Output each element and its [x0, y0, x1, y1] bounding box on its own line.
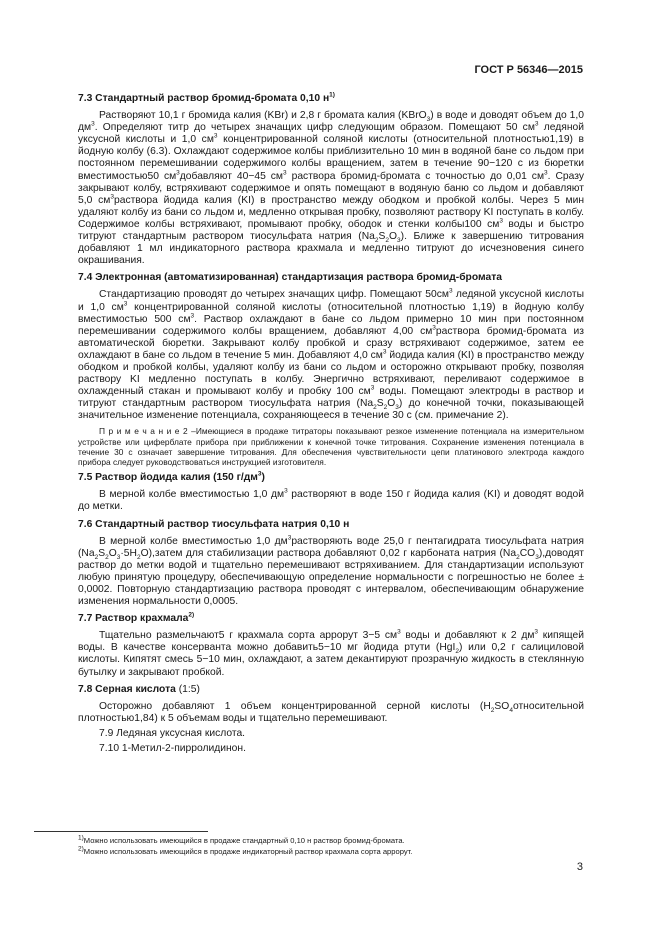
note-2: П р и м е ч а н и е 2 –Имеющиеся в продаже титраторы показывают резкое изменение потенциала на измерительном устройстве или циферблате прибора при приближении к конечной точке титрования. Сохранение изменения потенциала в течение 30 с означает завершение титрования. Для обеспечения чувствительности цепи платинового электрода каждого прибора следует руководствоваться инструкцией изготовителя.	[78, 426, 584, 468]
superscript: 3	[283, 169, 287, 177]
section-title-end: )	[261, 472, 265, 484]
superscript: 3	[176, 169, 180, 177]
subscript: 2	[136, 553, 141, 561]
footnote-mark: 2)	[78, 845, 84, 853]
superscript: 3	[370, 384, 375, 392]
subscript: 3	[116, 553, 121, 561]
standard-header: ГОСТ Р 56346—2015	[474, 64, 583, 76]
footnote-2	[78, 847, 412, 856]
superscript: 3	[382, 348, 387, 356]
superscript: 3	[544, 169, 548, 177]
footnote-mark: 2)	[188, 611, 195, 619]
superscript: 3	[257, 470, 262, 478]
subscript: 2	[374, 237, 379, 245]
subscript: 2	[385, 237, 389, 245]
footnote-1	[78, 836, 405, 845]
subscript: 2	[516, 553, 520, 561]
superscript: 3	[287, 534, 292, 542]
section-7-10-line: 7.10 1-Метил-2-пирролидинон.	[99, 743, 246, 755]
subscript: 2	[455, 648, 459, 656]
section-7-9-line: 7.9 Ледяная уксусная кислота.	[99, 727, 246, 739]
section-7-8-paragraph: Осторожно добавляют 1 объем концентрированной серной кислоты ($H_2SO_4относительной$ плотностью1,84) к 5 объемам воды и тщательно перемешивают.	[78, 700, 584, 724]
footnote-mark: 1)	[329, 91, 335, 99]
section-7-5-paragraph: В мерной колбе вместимостью 1,0 $дм^3$ растворяют в воде 150 г йодида калия (KI) и доводят водой до метки.	[78, 487, 584, 513]
subscript: 4	[509, 706, 513, 714]
superscript: 3	[91, 120, 95, 128]
footnote-text: Можно использовать имеющийся в продаже стандартный 0,10 н раствор бромид-бромата.	[83, 836, 405, 845]
section-title-text: 7.5 Раствор йодида калия (150 г/дм	[78, 472, 258, 484]
section-7-6-title: 7.6 Стандартный раствор тиосульфата натрия 0,10 н	[78, 518, 350, 530]
document-body	[78, 88, 584, 758]
footnote-mark: 1)	[78, 834, 84, 842]
section-7-8-title	[78, 684, 584, 696]
superscript: 3	[284, 487, 288, 495]
section-7-3-paragraph: Растворяют 10,1 г бромида калия (KBr) и 2,8 г бромата калия (KBrO$_3$) в воде и доводят объем до 1,0 $дм^3$. Определяют титр до четырех значащих цифр следующим образом. Помещают 50 $см^3$ ледяной уксусной кислоты и 1,0 $см^3$ концентрированной соляной кислоты (относительной плотностью1,19) в йодную колбу (6.3). Охлаждают содержимое колбы приблизительно 10 мин в водяной бане со льдом при постоянном перемешивании содержимого колбы вращением, затем в течение 90−120 с из бюретки вместимостью50 $см^3добавляют$ 40−45 $см^3$ раствора бромид-бромата с точностью до 0,01 $см^3$. Сразу закрывают колбу, встряхивают содержимое и опять помещают в водяную баню со льдом и добавляют 5,0 $см^3раствора$ йодида калия (KI) в пространство между ободком и пробкой колбы. Через 5 мин удаляют колбу из бани со льдом и, медленно открывая пробку, позволяют раствору KI поступать в колбу. Содержимое колбы встряхивают, промывают пробку, ободок и стенки колбы100 $см^3$ воды и быстро титруют стандартным раствором тиосульфата натрия $(Na_2S_2O_3)$. Ближе к завершению титрования добавляют 1 мл индикаторного раствора крахмала и медленно титруют до исчезновения синего окрашивания.	[78, 110, 585, 267]
subscript: 2	[94, 553, 99, 561]
section-7-3-title	[78, 93, 584, 105]
subscript: 2	[383, 404, 388, 412]
page-number: 3	[576, 861, 583, 873]
section-7-6-paragraph: В мерной колбе вместимостью 1,0 $дм^3растворяють$ воде 25,0 г пентагидрата тиосульфата натрия $(Na_2S_2O_3\cdot 5H_2O),затем$ для стабилизации раствора добавляют 0,02 г карбоната натрия $(Na_2CO_3),доводят$ раствор до метки водой и тщательно перемешивают встряхиванием. Для стандартизации используют любую принятую процедуру, обеспечивающую определение нормальности с погрешностью не более ± 0,0002. Повторную стандартизацию раствора проводят с интервалом, обеспечивающим обнаружение изменения нормальности 0,0005.	[78, 534, 584, 608]
superscript: 3	[110, 193, 114, 201]
footnote-separator	[34, 831, 208, 832]
superscript: 3	[123, 300, 128, 308]
subscript: 3	[395, 404, 399, 412]
section-title-ratio: (1:5)	[175, 683, 200, 695]
subscript: 2	[490, 706, 495, 714]
section-title-text: 7.7 Раствор крахмала	[78, 613, 189, 625]
section-title-text: 7.8 Серная кислота	[78, 683, 176, 695]
subscript: 3	[397, 237, 401, 245]
superscript: 3	[534, 628, 539, 636]
superscript: 3	[432, 324, 436, 332]
subscript: 2	[373, 404, 377, 412]
section-7-7-title	[78, 613, 584, 625]
subscript: 3	[426, 116, 431, 124]
superscript: 3	[213, 132, 218, 140]
footnote-text: Можно использовать имеющийся в продаже индикаторный раствор крахмала сорта аррорут.	[83, 847, 413, 856]
section-7-5-title	[78, 472, 584, 484]
superscript: 3	[499, 217, 503, 225]
subscript: 2	[105, 553, 109, 561]
section-title-text: 7.3 Стандартный раствор бромид-бромата 0,10 н	[78, 93, 330, 104]
superscript: 3	[448, 287, 453, 295]
superscript: 3	[397, 628, 401, 636]
superscript: 3	[190, 312, 195, 320]
section-7-4-paragraph: Стандартизацию проводят до четырех значащих цифр. Помещают $50см^3$ ледяной уксусной кислоты и 1,0 $см^3$ концентрированной соляной кислоты (относительной плотностью 1,19) в йодную колбу вместимостью 500 $см^3$. Раствор охлаждают в бане со льдом примерно 10 мин при постоянном перемешивании содержимого колбы вращением, добавляют 4,00 $см^3раствора$ бромид-бромата из автоматической бюретки. Закрывают колбу пробкой и сразу встряхивают содержимое, затем ее охлаждают в бане со льдом в течение 5 мин. Добавляют 4,0 $см^3$ йодида калия (KI) в пространство между ободком и пробкой колбы, удаляют колбу из бани со льдом и осторожно открывают пробку, позволяя раствору KI медленно поступать в колбу. Энергично встряхивают, переливают содержимое в охлажденный стакан и промывают колбу и пробку 100 $см^3$ воды. Помещают электроды в раствор и титруют стандартным раствором тиосульфата натрия $(Na_2S_2O_3)$ до конечной точки, показывающей значительное изменение потенциала, сохраняющееся в течение 30 с (см. примечание 2).	[78, 287, 585, 422]
section-7-7-paragraph: Тщательно размельчают5 г крахмала сорта аррорут 3−5 $см^3$ воды и добавляют к 2 $дм^3$ кипящей воды. В качестве консерванта можно добавить5−10 мг йодида ртути (HgI$_2$) или 0,2 г салициловой кислоты. Кипятят смесь 5−10 мин, охлаждают, а затем декантируют прозрачную жидкость в стеклянную бутылку и закрывают пробкой.	[78, 628, 584, 678]
superscript: 3	[534, 120, 539, 128]
section-7-4-title: 7.4 Электронная (автоматизированная) стандартизация раствора бромид-бромата	[78, 272, 502, 284]
subscript: 3	[535, 553, 539, 561]
